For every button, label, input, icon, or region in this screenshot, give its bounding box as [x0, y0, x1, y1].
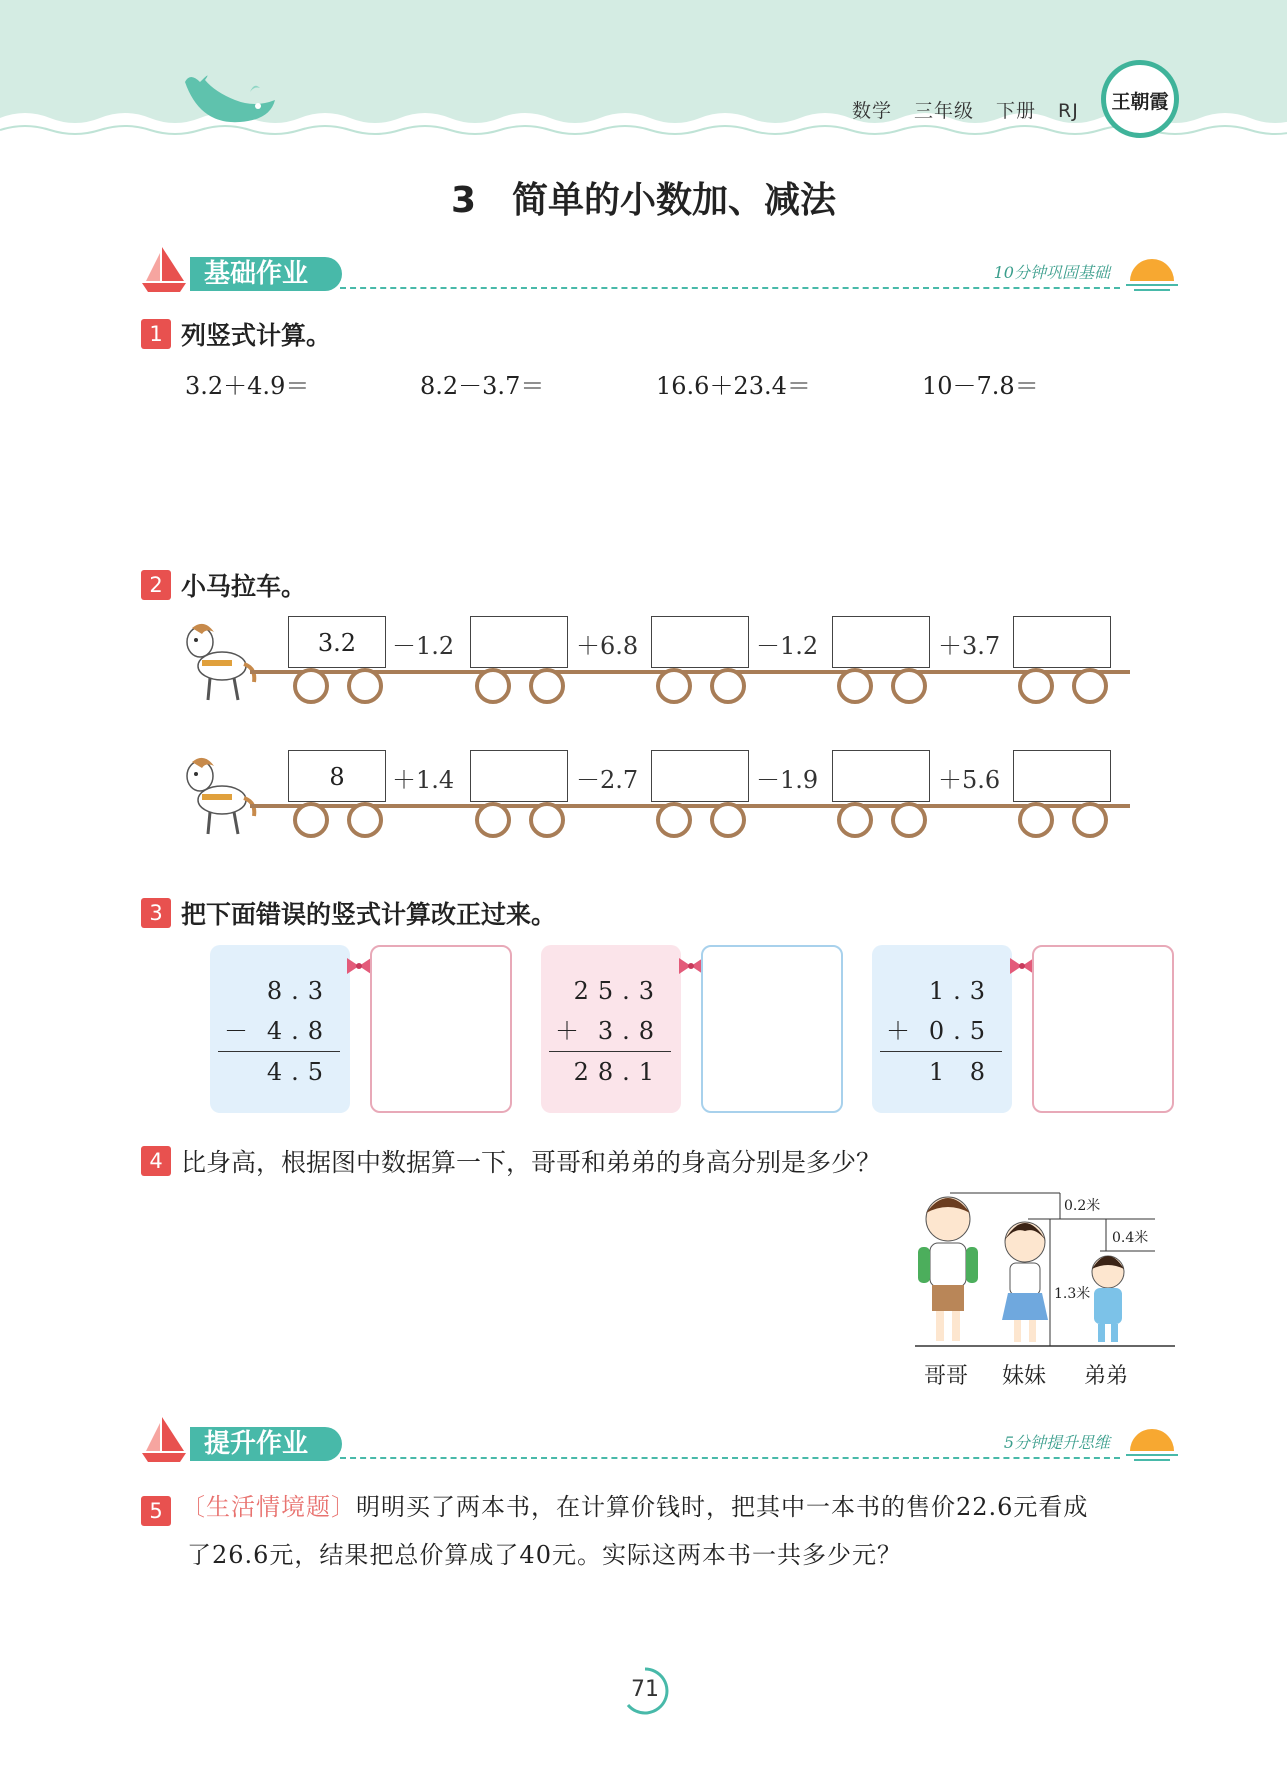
whale-icon [185, 75, 275, 122]
operation-label: ＋6.8 [576, 632, 639, 660]
page-number [610, 1665, 680, 1715]
calc-operator: ＋ [886, 1017, 919, 1045]
calc-top: 1.3 [928, 977, 994, 1005]
calc-bottom-row [541, 1011, 681, 1051]
calc-result: 4.5 [266, 1058, 332, 1086]
calc-top: 8.3 [266, 977, 332, 1005]
question-text: 小马拉车。 [181, 572, 307, 601]
question-1 [141, 316, 331, 352]
section-advanced-label: 提升作业 [190, 1427, 342, 1461]
question-tag: 〔生活情境题〕 [181, 1493, 356, 1521]
operation-label: ＋3.7 [938, 632, 1001, 660]
divider [340, 1457, 1120, 1459]
operation-label: －1.9 [756, 766, 819, 794]
calc-operator: － [224, 1017, 257, 1045]
little-brother-diff-label: 0.4米 [1112, 1230, 1149, 1246]
grade-label: 三年级 [914, 100, 975, 122]
wrong-calculation-card [541, 945, 681, 1113]
height-diagram [910, 1185, 1180, 1350]
figure-label: 弟弟 [1084, 1364, 1129, 1389]
sailboat-icon [140, 245, 190, 295]
volume-label: 下册 [996, 100, 1037, 122]
wrong-calculation-card [210, 945, 350, 1113]
question-number: 1 [141, 319, 171, 349]
little-brother-figure [1092, 1256, 1124, 1342]
correction-box[interactable] [701, 945, 843, 1113]
brother-figure [918, 1197, 978, 1341]
section-advanced-hint: 5分钟提升思维 [1003, 1433, 1110, 1452]
sailboat-icon [140, 1415, 190, 1465]
expression-1: 3.2＋4.9＝ [185, 372, 310, 400]
question-text-line-2: 了26.6元，结果把总价算成了40元。实际这两本书一共多少元？ [187, 1541, 902, 1569]
header-meta [852, 96, 1101, 123]
logo-text: 王朝霞 [1111, 91, 1169, 113]
height-figure [910, 1185, 1180, 1395]
wheels [180, 800, 1130, 844]
question-text: 列竖式计算。 [181, 321, 332, 350]
train-car-blank[interactable] [1013, 616, 1111, 668]
question-number: 5 [141, 1496, 171, 1526]
section-advanced-header [140, 1415, 1180, 1465]
question-5 [141, 1487, 1181, 1570]
train-car-blank[interactable] [832, 750, 930, 802]
section-basic-header [140, 245, 1180, 295]
train-car-blank[interactable] [470, 616, 568, 668]
train-car-blank[interactable] [470, 750, 568, 802]
section-basic-label: 基础作业 [190, 257, 342, 291]
divider [340, 287, 1120, 289]
sister-figure [1002, 1222, 1048, 1342]
question-text-line-1: 明明买了两本书，在计算价钱时，把其中一本书的售价22.6元看成 [356, 1493, 1089, 1521]
expression-4: 10－7.8＝ [922, 372, 1039, 400]
figure-label: 妹妹 [1002, 1364, 1047, 1389]
calc-bottom-row [872, 1011, 1012, 1051]
question-text: 把下面错误的竖式计算改正过来。 [181, 900, 557, 929]
subject-label: 数学 [852, 100, 893, 122]
operation-label: ＋1.4 [392, 766, 455, 794]
sunrise-icon [1124, 255, 1180, 295]
wheels [180, 666, 1130, 710]
calc-top: 25.3 [573, 977, 663, 1005]
edition-label: RJ [1058, 100, 1079, 122]
calc-bottom-row [210, 1011, 350, 1051]
calc-bottom: 3.8 [597, 1017, 663, 1045]
figure-label: 哥哥 [924, 1364, 969, 1389]
calc-bottom: 0.5 [928, 1017, 994, 1045]
question-3 [141, 895, 556, 931]
expression-2: 8.2－3.7＝ [420, 372, 545, 400]
calc-operator: ＋ [555, 1017, 588, 1045]
page-number-text: 71 [631, 1677, 659, 1702]
train-car-blank[interactable] [651, 750, 749, 802]
question-number: 3 [141, 898, 171, 928]
question-number: 2 [141, 570, 171, 600]
train-car: 8 [288, 750, 386, 802]
operation-label: －1.2 [756, 632, 819, 660]
train-car: 3.2 [288, 616, 386, 668]
sunrise-icon [1124, 1425, 1180, 1465]
calc-result: 28.1 [573, 1058, 663, 1086]
question-number: 4 [141, 1146, 171, 1176]
brand-logo [1101, 60, 1179, 138]
operation-label: ＋5.6 [938, 766, 1001, 794]
correction-box[interactable] [1032, 945, 1174, 1113]
header-band [0, 0, 1287, 150]
train-car-blank[interactable] [651, 616, 749, 668]
train-1 [180, 616, 1130, 726]
section-basic-hint: 10分钟巩固基础 [993, 263, 1110, 282]
operation-label: －2.7 [576, 766, 639, 794]
operation-label: －1.2 [392, 632, 455, 660]
question-2 [141, 567, 306, 603]
train-car-blank[interactable] [832, 616, 930, 668]
brother-diff-label: 0.2米 [1064, 1198, 1101, 1214]
calc-bottom: 4.8 [266, 1017, 332, 1045]
question-4 [141, 1143, 881, 1179]
calc-result: 1 8 [928, 1058, 994, 1086]
wrong-calculation-card [872, 945, 1012, 1113]
correction-box[interactable] [370, 945, 512, 1113]
train-car-blank[interactable] [1013, 750, 1111, 802]
train-2 [180, 750, 1130, 860]
sister-height-label: 1.3米 [1054, 1286, 1091, 1302]
wave-decoration [0, 0, 1287, 150]
page-title: 3 简单的小数加、减法 [450, 180, 837, 221]
expression-3: 16.6＋23.4＝ [656, 372, 811, 400]
question-text: 比身高，根据图中数据算一下，哥哥和弟弟的身高分别是多少？ [181, 1148, 882, 1177]
